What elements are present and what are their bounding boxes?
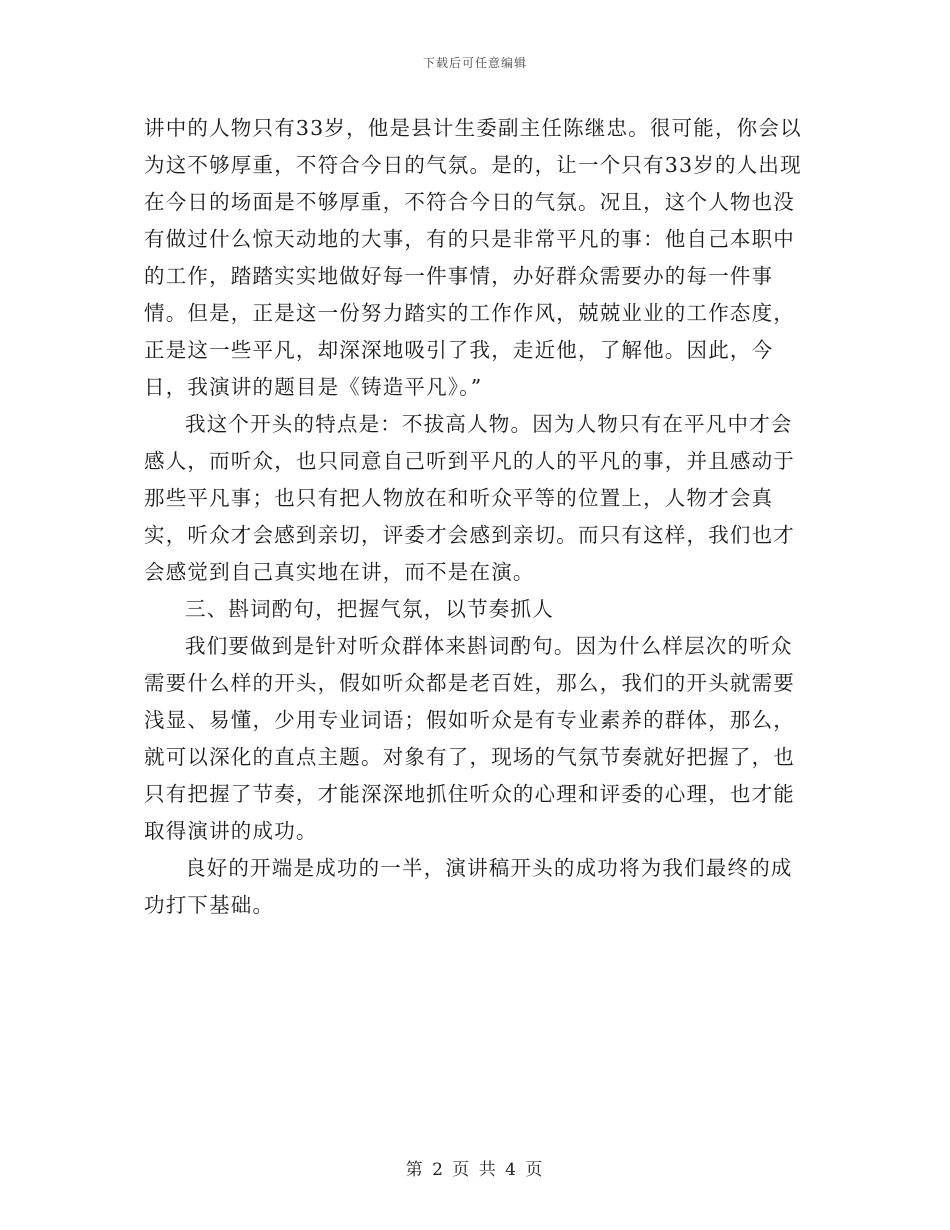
- document-body: [144, 110, 812, 924]
- section-heading: 三、斟词酌句，把握气氛，以节奏抓人: [185, 597, 554, 621]
- paragraph-3: 我们要做到是针对听众群体来斟词酌句。因为什么样层次的听众需要什么样的开头，假如听众都是老百姓，那么，我们的开头就需要浅显、易懂，少用专业词语；假如听众是有专业素养的群体，那么，就可以深化的直点主题。对象有了，现场的气氛节奏就好把握了，也只有把握了节奏，才能深深地抓住听众的心理和评委的心理，也才能取得演讲的成功。: [144, 634, 795, 843]
- page-footer: 第 2 页 共 4 页: [405, 1160, 545, 1180]
- page-header: 下载后可任意编辑: [422, 56, 527, 70]
- paragraph-1: 讲中的人物只有33岁，他是县计生委副主任陈继忠。很可能，你会以为这不够厚重，不符合今日的气氛。是的，让一个只有33岁的人出现在今日的场面是不够厚重，不符合今日的气氛。况且，这个人物也没有做过什么惊天动地的大事，有的只是非常平凡的事：他自己本职中的工作，踏踏实实地做好每一件事情，办好群众需要办的每一件事情。但是，正是这一份努力踏实的工作作风，兢兢业业的工作态度，正是这一些平凡，却深深地吸引了我，走近他，了解他。因此，今日，我演讲的题目是《铸造平凡》。”: [144, 116, 802, 399]
- paragraph-4: 良好的开端是成功的一半，演讲稿开头的成功将为我们最终的成功打下基础。: [144, 856, 793, 917]
- paragraph-2: 我这个开头的特点是：不拔高人物。因为人物只有在平凡中才会感人，而听众，也只同意自己听到平凡的人的平凡的事，并且感动于那些平凡事；也只有把人物放在和听众平等的位置上，人物才会真实，听众才会感到亲切，评委才会感到亲切。而只有这样，我们也才会感觉到自己真实地在讲，而不是在演。: [144, 412, 795, 584]
